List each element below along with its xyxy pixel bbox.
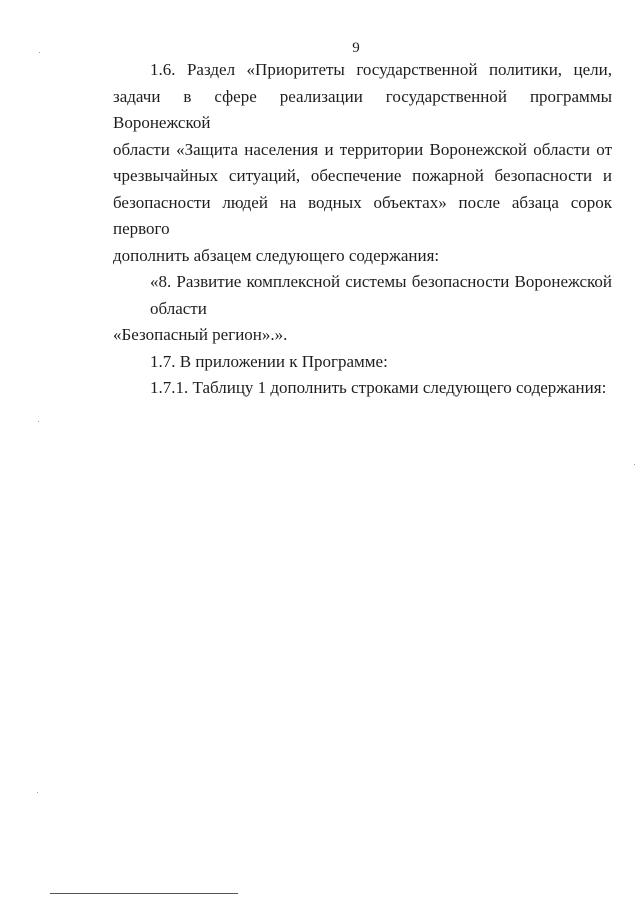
text-line: «Безопасный регион».». xyxy=(113,325,288,344)
scan-artifact xyxy=(38,421,39,422)
text-line: безопасности людей на водных объектах» после абзаца сорок первого xyxy=(113,192,612,238)
scan-artifact xyxy=(39,52,40,53)
paragraph-1-6 xyxy=(113,57,612,269)
document-body xyxy=(113,57,612,402)
paragraph-1-7-1: 1.7.1. Таблицу 1 дополнить строками следующего содержания: xyxy=(150,378,607,397)
text-line: чрезвычайных ситуаций, обеспечение пожарной безопасности и xyxy=(113,166,612,185)
text-line: области «Защита населения и территории Воронежской области от xyxy=(113,139,612,159)
paragraph-1-7: 1.7. В приложении к Программе: xyxy=(150,351,388,371)
text-line: 1.6. Раздел «Приоритеты государственной политики, цели, xyxy=(150,60,612,79)
text-line: «8. Развитие комплексной системы безопасности Воронежской области xyxy=(150,272,612,318)
footer-rule xyxy=(50,893,238,894)
paragraph-quote xyxy=(113,269,612,349)
text-line: дополнить абзацем следующего содержания: xyxy=(113,245,440,265)
scan-artifact xyxy=(634,464,635,465)
scan-artifact xyxy=(37,792,38,793)
text-line: задачи в сфере реализации государственной программы Воронежской xyxy=(113,86,612,132)
page-number: 9 xyxy=(352,40,360,56)
